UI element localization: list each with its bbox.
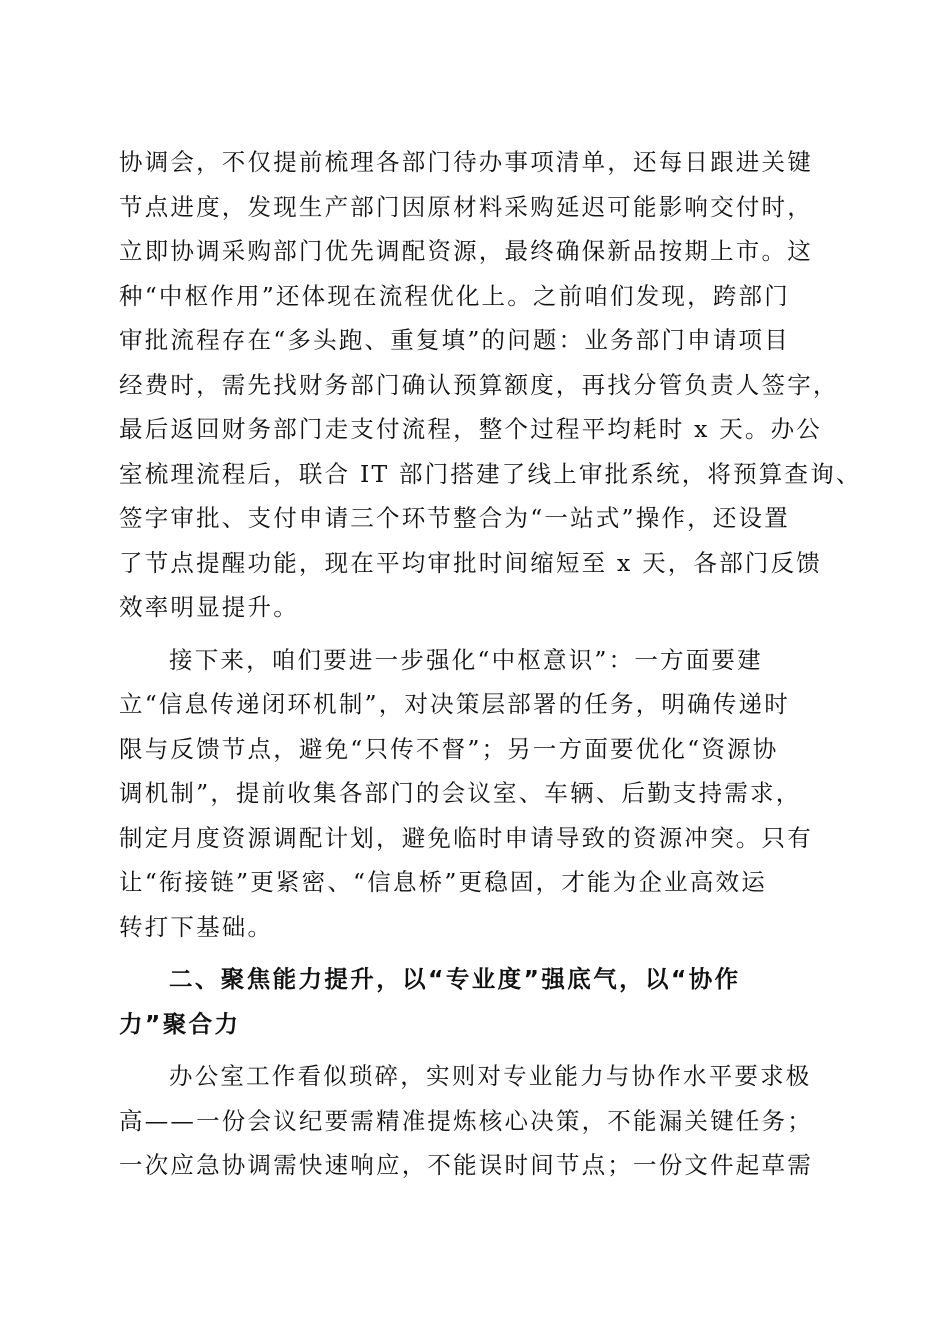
paragraph-gap [119, 630, 849, 638]
section-heading [119, 957, 849, 1046]
paragraph-line: 让“衔接链”更紧密、“信息桥”更稳固，才能为企业高效运 [119, 868, 767, 896]
paragraph-gap [119, 1046, 849, 1054]
paragraph-gap [119, 949, 849, 957]
paragraph-line: 办公室工作看似琐碎，实则对专业能力与协作水平要求极 [169, 1062, 812, 1090]
paragraph-line: 签字审批、支付申请三个环节整合为“一站式”操作，还设置 [119, 504, 790, 532]
paragraph-line: 了节点提醒功能，现在平均审批时间缩短至 x 天，各部门反馈 [119, 548, 822, 577]
paragraph-line: 立即协调采购部门优先调配资源，最终确保新品按期上市。这 [119, 237, 813, 265]
paragraph-line: 接下来，咱们要进一步强化“中枢意识”：一方面要建 [169, 645, 763, 674]
paragraph-line: 转打下基础。 [119, 912, 274, 941]
paragraph-line: 室梳理流程后，联合 IT 部门搭建了线上审批系统，将预算查询、 [119, 459, 862, 488]
heading-line: 力”聚合力 [119, 1009, 241, 1038]
paragraph-line: 立“信息传递闭环机制”，对决策层部署的任务，明确传递时 [119, 690, 790, 718]
paragraph-line: 经费时，需先找财务部门确认预算额度，再找分管负责人签字， [119, 370, 839, 399]
paragraph-line: 限与反馈节点，避免“只传不督”；另一方面要优化“资源协 [119, 734, 779, 763]
paragraph-line: 审批流程存在“多头跑、重复填”的问题：业务部门申请项目 [119, 326, 790, 354]
document-body [119, 140, 862, 1188]
paragraph-line: 一次应急协调需快速响应，不能误时间节点；一份文件起草需 [119, 1151, 813, 1179]
paragraph-3 [119, 1054, 849, 1188]
paragraph-line: 调机制”，提前收集各部门的会议室、车辆、后勤支持需求， [119, 779, 802, 807]
paragraph-line: 协调会，不仅提前梳理各部门待办事项清单，还每日跟进关键 [119, 148, 813, 176]
heading-line: 二、聚焦能力提升，以“专业度”强底气，以“协作 [169, 965, 741, 993]
paragraph-line: 最后返回财务部门走支付流程，整个过程平均耗时 x 天。办公 [119, 415, 822, 443]
paragraph-line: 节点进度，发现生产部门因原材料采购延迟可能影响交付时， [119, 192, 813, 221]
paragraph-line: 制定月度资源调配计划，避免临时申请导致的资源冲突。只有 [119, 823, 813, 852]
paragraph-line: 高——一份会议纪要需精准提炼核心决策，不能漏关键任务； [119, 1106, 813, 1135]
paragraph-line: 种“中枢作用”还体现在流程优化上。之前咱们发现，跨部门 [119, 281, 790, 310]
paragraph-2 [119, 638, 849, 950]
paragraph-line: 效率明显提升。 [119, 593, 299, 621]
paragraph-1 [119, 140, 862, 630]
